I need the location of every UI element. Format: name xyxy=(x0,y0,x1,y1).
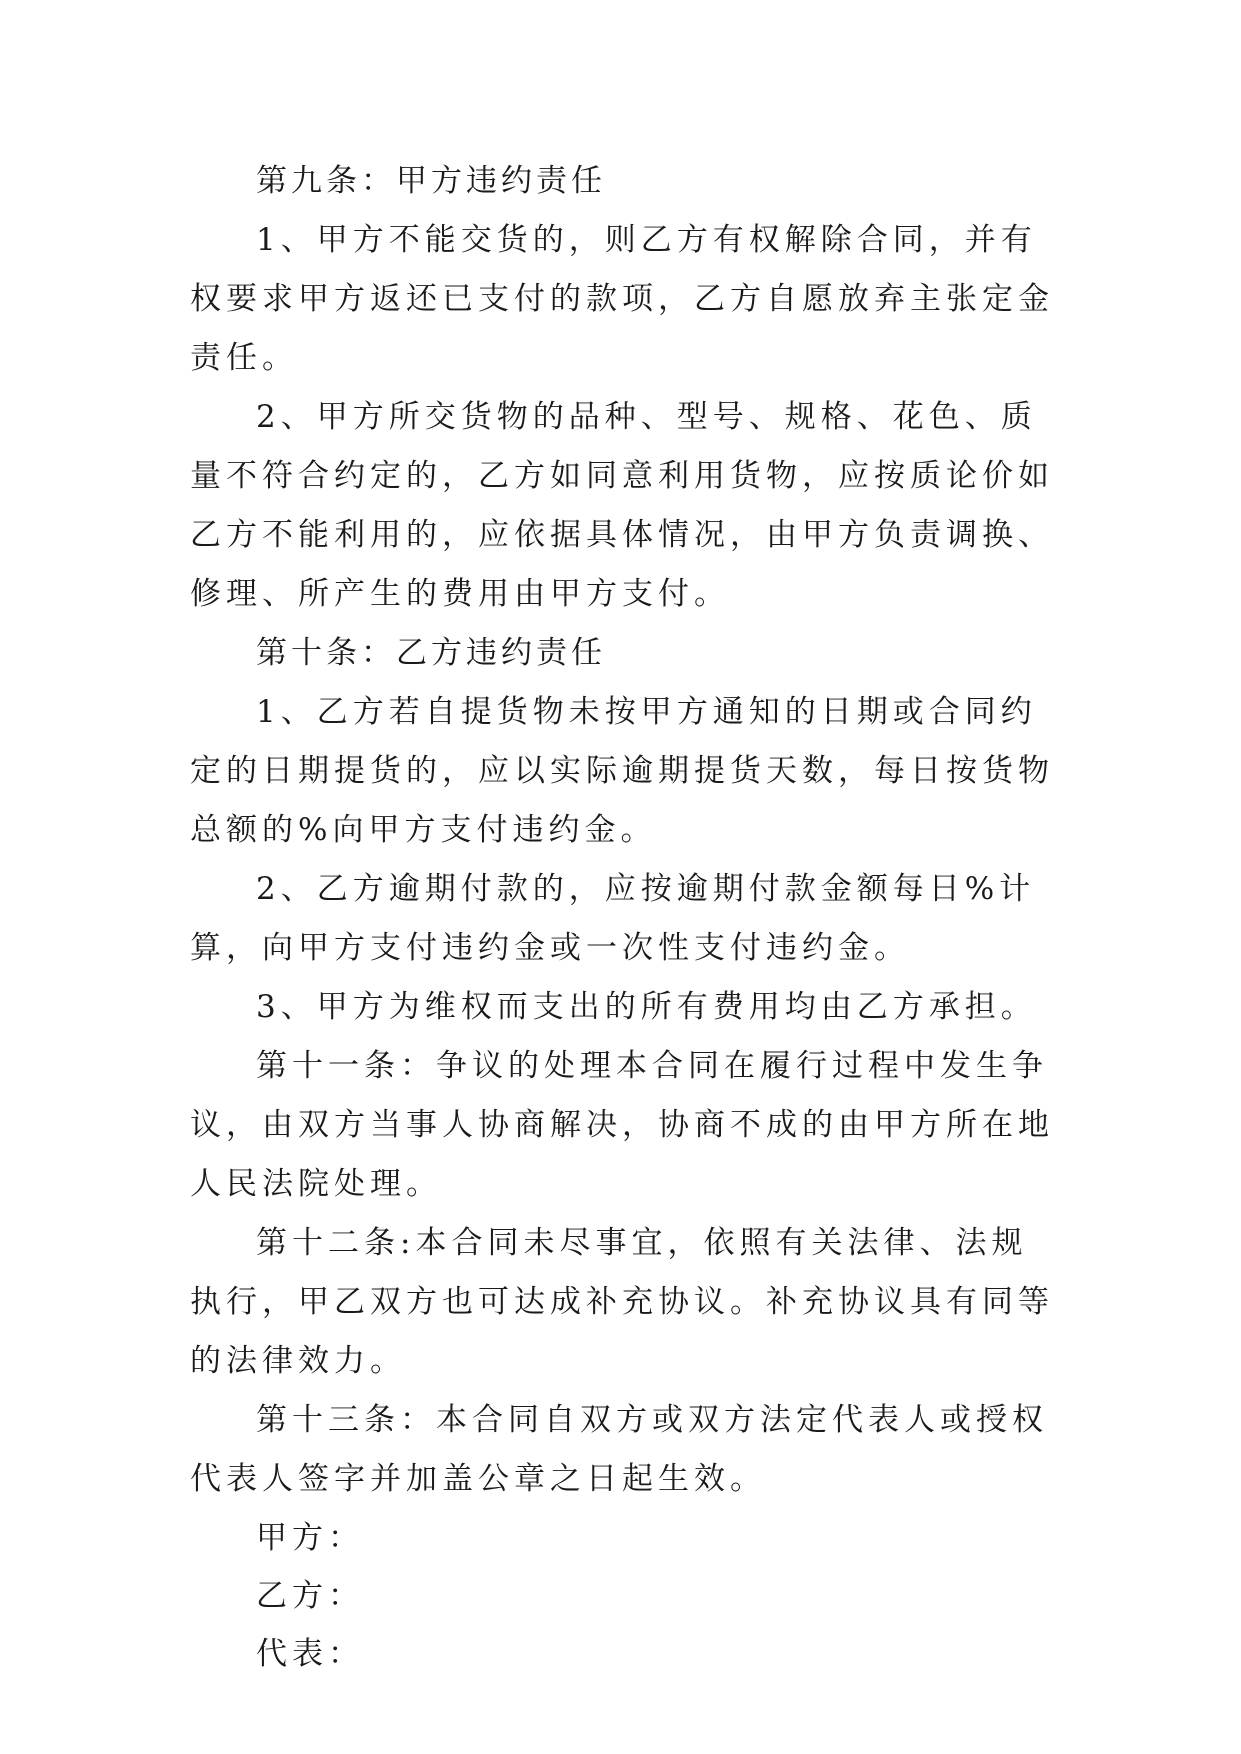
signature-representative: 代表： xyxy=(256,1636,364,1672)
article-10-heading: 第十条：乙方违约责任 xyxy=(256,635,606,671)
signature-party-b: 乙方： xyxy=(256,1578,364,1614)
article-9-clause-1: 1、甲方不能交货的，则乙方有权解除合同，并有权要求甲方返还已支付的款项，乙方自愿放弃主张定金责任。 xyxy=(190,222,1054,376)
article-9-heading: 第九条：甲方违约责任 xyxy=(256,163,606,199)
article-10-clause-1: 1、乙方若自提货物未按甲方通知的日期或合同约定的日期提货的，应以实际逾期提货天数，每日按货物总额的%向甲方支付违约金。 xyxy=(190,694,1054,848)
article-10-clause-3: 3、甲方为维权而支出的所有费用均由乙方承担。 xyxy=(256,989,1037,1025)
article-13: 第十三条：本合同自双方或双方法定代表人或授权代表人签字并加盖公章之日起生效。 xyxy=(190,1402,1048,1497)
document-page xyxy=(190,152,1062,1683)
article-10-clause-2: 2、乙方逾期付款的，应按逾期付款金额每日%计算，向甲方支付违约金或一次性支付违约金。 xyxy=(190,871,1036,966)
article-9-clause-2: 2、甲方所交货物的品种、型号、规格、花色、质量不符合约定的，乙方如同意利用货物，应按质论价如乙方不能利用的，应依据具体情况，由甲方负责调换、修理、所产生的费用由甲方支付。 xyxy=(190,399,1054,612)
article-12: 第十二条:本合同未尽事宜，依照有关法律、法规执行，甲乙双方也可达成补充协议。补充协议具有同等的法律效力。 xyxy=(190,1225,1054,1379)
article-11: 第十一条：争议的处理本合同在履行过程中发生争议，由双方当事人协商解决，协商不成的由甲方所在地人民法院处理。 xyxy=(190,1048,1054,1202)
signature-party-a: 甲方： xyxy=(256,1520,364,1556)
